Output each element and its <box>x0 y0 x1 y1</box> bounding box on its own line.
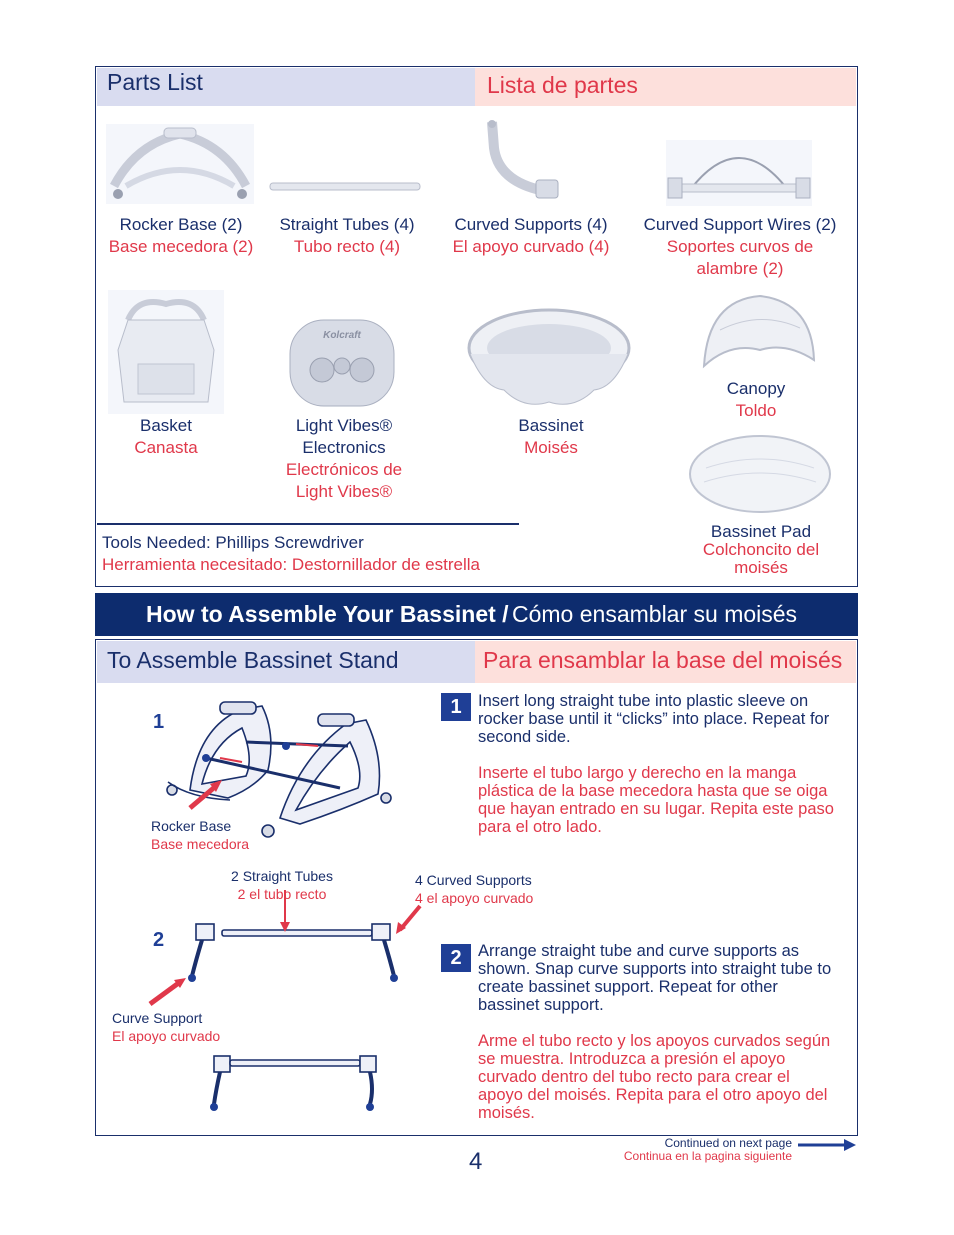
straight-tube-diagram <box>140 900 430 1020</box>
part-curved-support-wires <box>632 214 848 280</box>
rocker-base-callout <box>151 817 249 853</box>
electronics-image <box>286 316 398 410</box>
bassinet-image <box>464 298 634 412</box>
step-2-text <box>478 942 838 1122</box>
step-1-es: Inserte el tubo largo y derecho en la manga plástica de la base mecedora hasta que se oiga que hayan entrado en su lugar. Repita este paso para el otro lado. <box>478 764 834 836</box>
part-label-es: Soportes curvos de alambre (2) <box>666 237 814 278</box>
callout-es: 2 el tubo recto <box>237 886 327 902</box>
straight-tubes-callout <box>212 867 352 903</box>
stand-header <box>97 641 475 683</box>
part-label-es: El apoyo curvado (4) <box>452 237 610 256</box>
part-label-en: Rocker Base (2) <box>119 215 243 234</box>
part-label-es: Base mecedora (2) <box>108 237 254 256</box>
callout-en: 4 Curved Supports <box>415 872 532 888</box>
curved-supports-callout <box>415 871 533 907</box>
callout-en: 2 Straight Tubes <box>231 868 333 884</box>
stand-header-es <box>475 641 856 683</box>
part-straight-tubes <box>266 214 428 258</box>
callout-es: El apoyo curvado <box>112 1028 221 1044</box>
tools-needed <box>102 532 522 576</box>
curve-support-callout <box>112 1009 220 1045</box>
bassinet-pad-image <box>686 430 834 518</box>
part-label-es: Canasta <box>134 438 198 457</box>
page-number: 4 <box>469 1148 483 1175</box>
basket-image <box>108 290 224 414</box>
continued-note <box>560 1137 792 1163</box>
curved-support-image <box>480 118 580 208</box>
tools-divider <box>97 523 519 525</box>
part-label-en: Curved Support Wires (2) <box>643 215 837 234</box>
part-rocker-base <box>104 214 258 258</box>
step-1-number: 1 <box>441 693 471 721</box>
part-label-en: Canopy <box>726 379 786 398</box>
tools-en: Tools Needed: Phillips Screwdriver <box>102 533 364 552</box>
step-2-es: Arme el tubo recto y los apoyos curvados según se muestra. Introduzca a presión el apoyo curvado dentro del tubo recto para crear el apoyo del moisés. Repita para el otro apoyo del moisés. <box>478 1032 831 1122</box>
part-label-es: Electrónicos de Light Vibes® <box>285 460 403 501</box>
part-label-en: Curved Supports (4) <box>454 215 608 234</box>
assemble-banner-en: How to Assemble Your Bassinet / <box>146 601 509 627</box>
part-label-en: Basket <box>140 416 192 435</box>
part-label-es: Tubo recto (4) <box>293 237 401 256</box>
tools-es: Herramienta necesitado: Destornillador de estrella <box>102 555 480 574</box>
figure-2-label: 2 <box>153 929 165 951</box>
part-label-en: Light Vibes® Electronics <box>295 416 393 457</box>
parts-list-header <box>97 68 475 106</box>
part-label-en: Bassinet <box>518 416 584 435</box>
part-electronics <box>278 415 410 503</box>
step-2-number: 2 <box>441 944 471 972</box>
stand-title: To Assemble Bassinet Stand <box>107 647 399 673</box>
part-label-en: Bassinet Pad <box>710 522 812 541</box>
callout-es: Base mecedora <box>151 836 250 852</box>
part-bassinet <box>490 415 612 459</box>
callout-en: Curve Support <box>112 1010 203 1026</box>
part-label-es: Toldo <box>735 401 777 420</box>
step-1-en: Insert long straight tube into plastic sleeve on rocker base until it “clicks” into place. Repeat for second side. <box>478 692 830 746</box>
stand-title-es: Para ensamblar la base del moisés <box>483 647 843 673</box>
part-label-es: Colchoncito del moisés <box>702 540 820 577</box>
callout-es: 4 el apoyo curvado <box>415 890 534 906</box>
part-bassinet-pad <box>690 523 832 577</box>
continued-en: Continued on next page <box>664 1136 792 1150</box>
step-1-text <box>478 692 850 836</box>
part-curved-supports <box>440 214 622 258</box>
parts-list-title-es: Lista de partes <box>487 72 638 98</box>
assemble-banner <box>95 593 858 636</box>
part-label-en: Straight Tubes (4) <box>279 215 415 234</box>
callout-en: Rocker Base <box>151 818 232 834</box>
rocker-base-image <box>106 124 254 204</box>
curved-support-wire-image <box>666 140 812 206</box>
assemble-banner-es: Cómo ensamblar su moisés <box>512 601 798 627</box>
continued-es: Continua en la pagina siguiente <box>623 1149 792 1163</box>
part-canopy <box>706 378 806 422</box>
part-label-es: Moisés <box>524 438 578 457</box>
part-basket <box>104 415 228 459</box>
arrow-right-icon <box>798 1138 858 1152</box>
assembled-support-diagram <box>200 1050 390 1116</box>
parts-list-title: Parts List <box>107 69 203 95</box>
kolcraft-logo: Kolcraft <box>323 330 361 341</box>
step-2-en: Arrange straight tube and curve supports as shown. Snap curve supports into straight tube to create bassinet support. Repeat for other bassinet support. <box>478 942 832 1014</box>
figure-1-label: 1 <box>153 711 165 733</box>
canopy-image <box>700 290 818 374</box>
parts-list-header-es <box>475 68 856 106</box>
straight-tube-image <box>268 180 424 194</box>
